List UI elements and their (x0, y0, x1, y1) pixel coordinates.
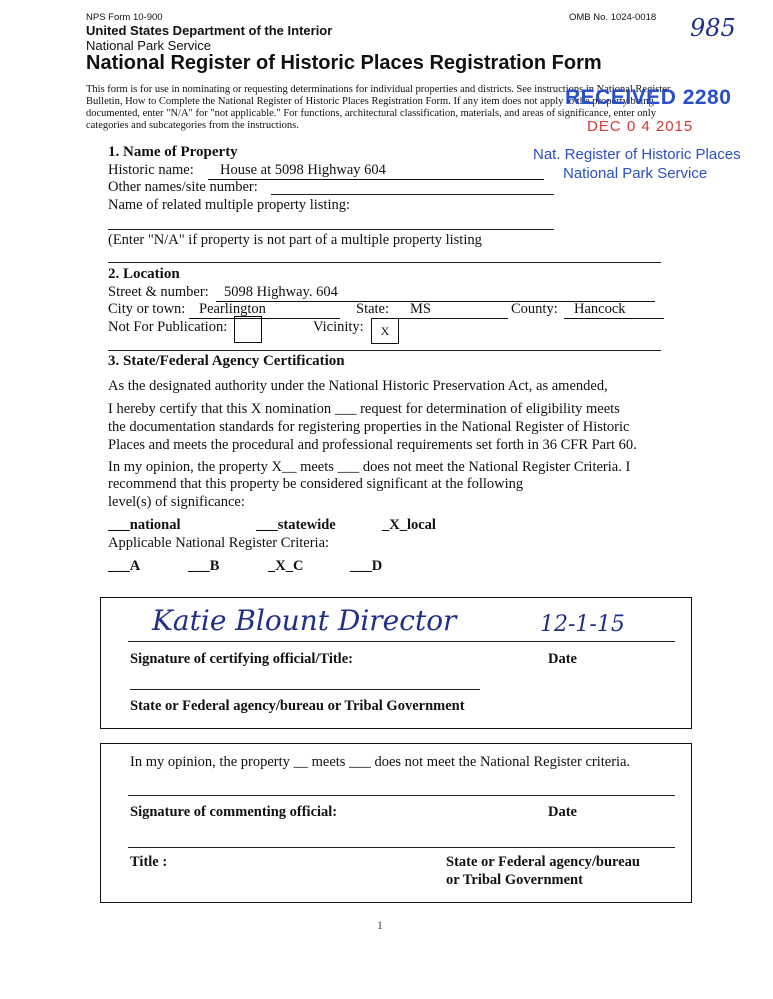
handwritten-number: 985 (690, 14, 736, 42)
other-names-label: Other names/site number: (108, 179, 258, 195)
street-label: Street & number: (108, 284, 209, 300)
county-label: County: (511, 301, 558, 317)
instructions-line-4: categories and subcategories from the instructions. (86, 120, 299, 131)
criteria-b: ___B (188, 558, 220, 574)
commenting-signature-label: Signature of commenting official: (130, 804, 338, 820)
state-label: State: (356, 301, 390, 317)
criteria-d: ___D (350, 558, 383, 574)
criteria-a: ___A (108, 558, 141, 574)
commenting-date-label: Date (548, 804, 577, 820)
service: National Park Service (86, 38, 211, 53)
multiple-property-label: Name of related multiple property listing: (108, 197, 351, 213)
received-stamp: RECEIVED 2280 (565, 86, 732, 109)
county-field: Hancock (564, 301, 664, 319)
date-handwritten: 12-1-15 (540, 612, 625, 637)
criteria-c: _X_C (268, 558, 304, 574)
city-field: Pearlington (189, 301, 340, 319)
section-3-heading: 3. State/Federal Agency Certification (108, 353, 345, 369)
page-title: National Register of Historic Places Registration Form (86, 52, 602, 74)
opinion-line-2: recommend that this property be considered significant at the following (108, 476, 524, 492)
certification-line-1: As the designated authority under the National Historic Preservation Act, as amended, (108, 378, 608, 394)
received-date-stamp: DEC 0 4 2015 (587, 118, 694, 135)
commenting-title-label: Title : (130, 854, 168, 870)
state-field: MS (396, 301, 508, 319)
department: United States Department of the Interior (86, 23, 333, 38)
section-1-heading: 1. Name of Property (108, 144, 238, 160)
criteria-label: Applicable National Register Criteria: (108, 535, 330, 551)
vicinity-label: Vicinity: (313, 319, 364, 335)
certifying-agency-label: State or Federal agency/bureau or Tribal Government (130, 698, 465, 714)
historic-name-label: Historic name: (108, 162, 194, 178)
register-stamp-line-1: Nat. Register of Historic Places (533, 146, 741, 163)
opinion-line-1: In my opinion, the property X__ meets ___ does not meet the National Register Criteria. I (108, 459, 631, 475)
section-2-heading: 2. Location (108, 266, 180, 282)
form-number: NPS Form 10-900 (86, 12, 163, 23)
level-statewide: ___statewide (256, 517, 336, 533)
instructions-line-2: Bulletin, How to Complete the National Register of Historic Places Registration Form. If any item does not apply to the property being (86, 96, 654, 107)
certification-line-2: I hereby certify that this X nomination ___ request for determination of eligibility meets (108, 401, 620, 417)
register-stamp-line-2: National Park Service (563, 165, 708, 182)
level-national: ___national (108, 517, 181, 533)
publication-label: Not For Publication: (108, 319, 228, 335)
signature-handwritten: Katie Blount Director (152, 604, 457, 637)
certification-line-3: the documentation standards for registering properties in the National Register of Historic (108, 419, 630, 435)
page-number: 1 (377, 918, 383, 932)
city-label: City or town: (108, 301, 186, 317)
publication-checkbox[interactable] (234, 316, 262, 343)
certifying-signature-label: Signature of certifying official/Title: (130, 651, 353, 667)
street-field: 5098 Highway. 604 (216, 284, 655, 302)
commenting-agency-line-2: or Tribal Government (446, 872, 583, 888)
multiple-property-note: (Enter "N/A" if property is not part of a multiple property listing (108, 232, 482, 248)
vicinity-checkbox[interactable]: X (371, 318, 399, 344)
level-local: _X_local (382, 517, 436, 533)
commenting-agency-line-1: State or Federal agency/bureau (446, 854, 640, 870)
instructions-line-1: This form is for use in nominating or requesting determinations for individual properties and districts. See instructions in National Register (86, 84, 671, 95)
opinion-line-3: level(s) of significance: (108, 494, 245, 510)
historic-name-field: House at 5098 Highway 604 (208, 162, 544, 180)
instructions-line-3: documented, enter "N/A" for "not applicable." For functions, architectural classification, materials, and areas of significance, enter only (86, 108, 656, 119)
certifying-date-label: Date (548, 651, 577, 667)
commenting-opinion: In my opinion, the property __ meets ___ does not meet the National Register criteria. (130, 754, 631, 770)
omb-number: OMB No. 1024-0018 (569, 12, 657, 23)
certification-line-4: Places and meets the procedural and professional requirements set forth in 36 CFR Part 60. (108, 437, 637, 453)
